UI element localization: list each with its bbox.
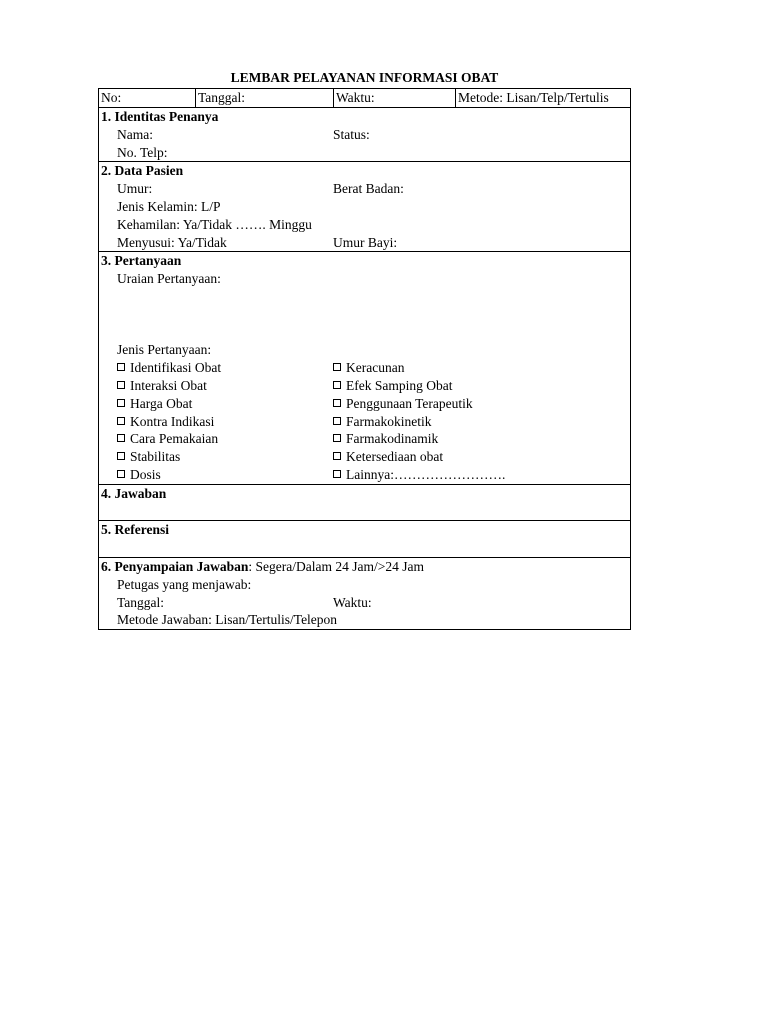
checkbox-icon[interactable] bbox=[117, 363, 125, 371]
metode-jawaban-field[interactable]: Metode Jawaban: Lisan/Tertulis/Telepon bbox=[117, 612, 338, 628]
berat-badan-field[interactable]: Berat Badan: bbox=[333, 181, 404, 197]
jenis-kelamin-field[interactable]: Jenis Kelamin: L/P bbox=[117, 198, 221, 214]
checkbox-option[interactable]: Ketersediaan obat bbox=[333, 448, 630, 466]
metode-field[interactable]: Metode: Lisan/Telp/Tertulis bbox=[455, 89, 630, 107]
checkbox-option[interactable]: Lainnya:……………………. bbox=[333, 466, 630, 484]
form-header-row bbox=[99, 89, 630, 108]
petugas-field[interactable]: Petugas yang menjawab: bbox=[117, 576, 252, 592]
kehamilan-field[interactable]: Kehamilan: Ya/Tidak ……. Minggu bbox=[117, 216, 312, 232]
nama-field[interactable]: Nama: bbox=[117, 126, 153, 142]
checkbox-icon[interactable] bbox=[117, 399, 125, 407]
tanggal-jawaban-field[interactable]: Tanggal: bbox=[117, 594, 165, 610]
section-heading: 2. Data Pasien bbox=[101, 163, 184, 179]
section-jawaban bbox=[99, 485, 630, 522]
checkbox-option[interactable]: Stabilitas bbox=[99, 448, 333, 466]
checkbox-option[interactable]: Cara Pemakaian bbox=[99, 430, 333, 448]
umur-field[interactable]: Umur: bbox=[117, 181, 153, 197]
uraian-blank-space[interactable] bbox=[99, 288, 630, 341]
information-form bbox=[98, 88, 631, 630]
checkbox-icon[interactable] bbox=[333, 381, 341, 389]
checkbox-option[interactable]: Farmakokinetik bbox=[333, 413, 630, 431]
penyampaian-options[interactable]: : Segera/Dalam 24 Jam/>24 Jam bbox=[248, 558, 424, 574]
section-heading: 3. Pertanyaan bbox=[101, 253, 182, 269]
section-data-pasien bbox=[99, 162, 630, 252]
checkbox-option[interactable]: Penggunaan Terapeutik bbox=[333, 395, 630, 413]
checkbox-icon[interactable] bbox=[333, 363, 341, 371]
checkbox-option[interactable]: Identifikasi Obat bbox=[99, 359, 333, 377]
checkbox-option[interactable]: Keracunan bbox=[333, 359, 630, 377]
checkbox-option[interactable]: Harga Obat bbox=[99, 395, 333, 413]
menyusui-field[interactable]: Menyusui: Ya/Tidak bbox=[117, 234, 227, 250]
section-heading: 5. Referensi bbox=[101, 522, 169, 538]
checkbox-icon[interactable] bbox=[117, 434, 125, 442]
checkbox-icon[interactable] bbox=[333, 434, 341, 442]
telp-field[interactable]: No. Telp: bbox=[117, 144, 168, 160]
checkbox-icon[interactable] bbox=[117, 381, 125, 389]
checkbox-option[interactable]: Efek Samping Obat bbox=[333, 377, 630, 395]
section-referensi bbox=[99, 521, 630, 558]
umur-bayi-field[interactable]: Umur Bayi: bbox=[333, 234, 398, 250]
section-heading: 6. Penyampaian Jawaban : Segera/Dalam 24 Jam/>24 Jam bbox=[101, 558, 424, 574]
checkbox-icon[interactable] bbox=[333, 417, 341, 425]
section-pertanyaan bbox=[99, 252, 630, 484]
waktu-jawaban-field[interactable]: Waktu: bbox=[333, 594, 372, 610]
checkbox-icon[interactable] bbox=[333, 399, 341, 407]
checkbox-icon[interactable] bbox=[333, 470, 341, 478]
section-heading: 1. Identitas Penanya bbox=[101, 109, 219, 124]
checkbox-icon[interactable] bbox=[117, 452, 125, 460]
waktu-field[interactable]: Waktu: bbox=[333, 89, 455, 107]
status-field[interactable]: Status: bbox=[333, 126, 370, 142]
checkbox-icon[interactable] bbox=[117, 417, 125, 425]
section-identitas bbox=[99, 108, 630, 162]
referensi-blank-space[interactable] bbox=[99, 539, 630, 557]
section-penyampaian bbox=[99, 558, 630, 629]
jenis-pertanyaan-label: Jenis Pertanyaan: bbox=[117, 342, 212, 358]
checkbox-option[interactable]: Dosis bbox=[99, 466, 333, 484]
jawaban-blank-space[interactable] bbox=[99, 503, 630, 521]
checkbox-option[interactable]: Kontra Indikasi bbox=[99, 413, 333, 431]
section-heading: 4. Jawaban bbox=[101, 485, 167, 501]
checkbox-option[interactable]: Interaksi Obat bbox=[99, 377, 333, 395]
no-field[interactable]: No: bbox=[101, 90, 122, 105]
checkbox-icon[interactable] bbox=[117, 470, 125, 478]
form-title: LEMBAR PELAYANAN INFORMASI OBAT bbox=[230, 70, 499, 85]
checkbox-icon[interactable] bbox=[333, 452, 341, 460]
uraian-pertanyaan-field[interactable]: Uraian Pertanyaan: bbox=[117, 271, 221, 287]
tanggal-field[interactable]: Tanggal: bbox=[195, 89, 333, 107]
checkbox-option[interactable]: Farmakodinamik bbox=[333, 430, 630, 448]
